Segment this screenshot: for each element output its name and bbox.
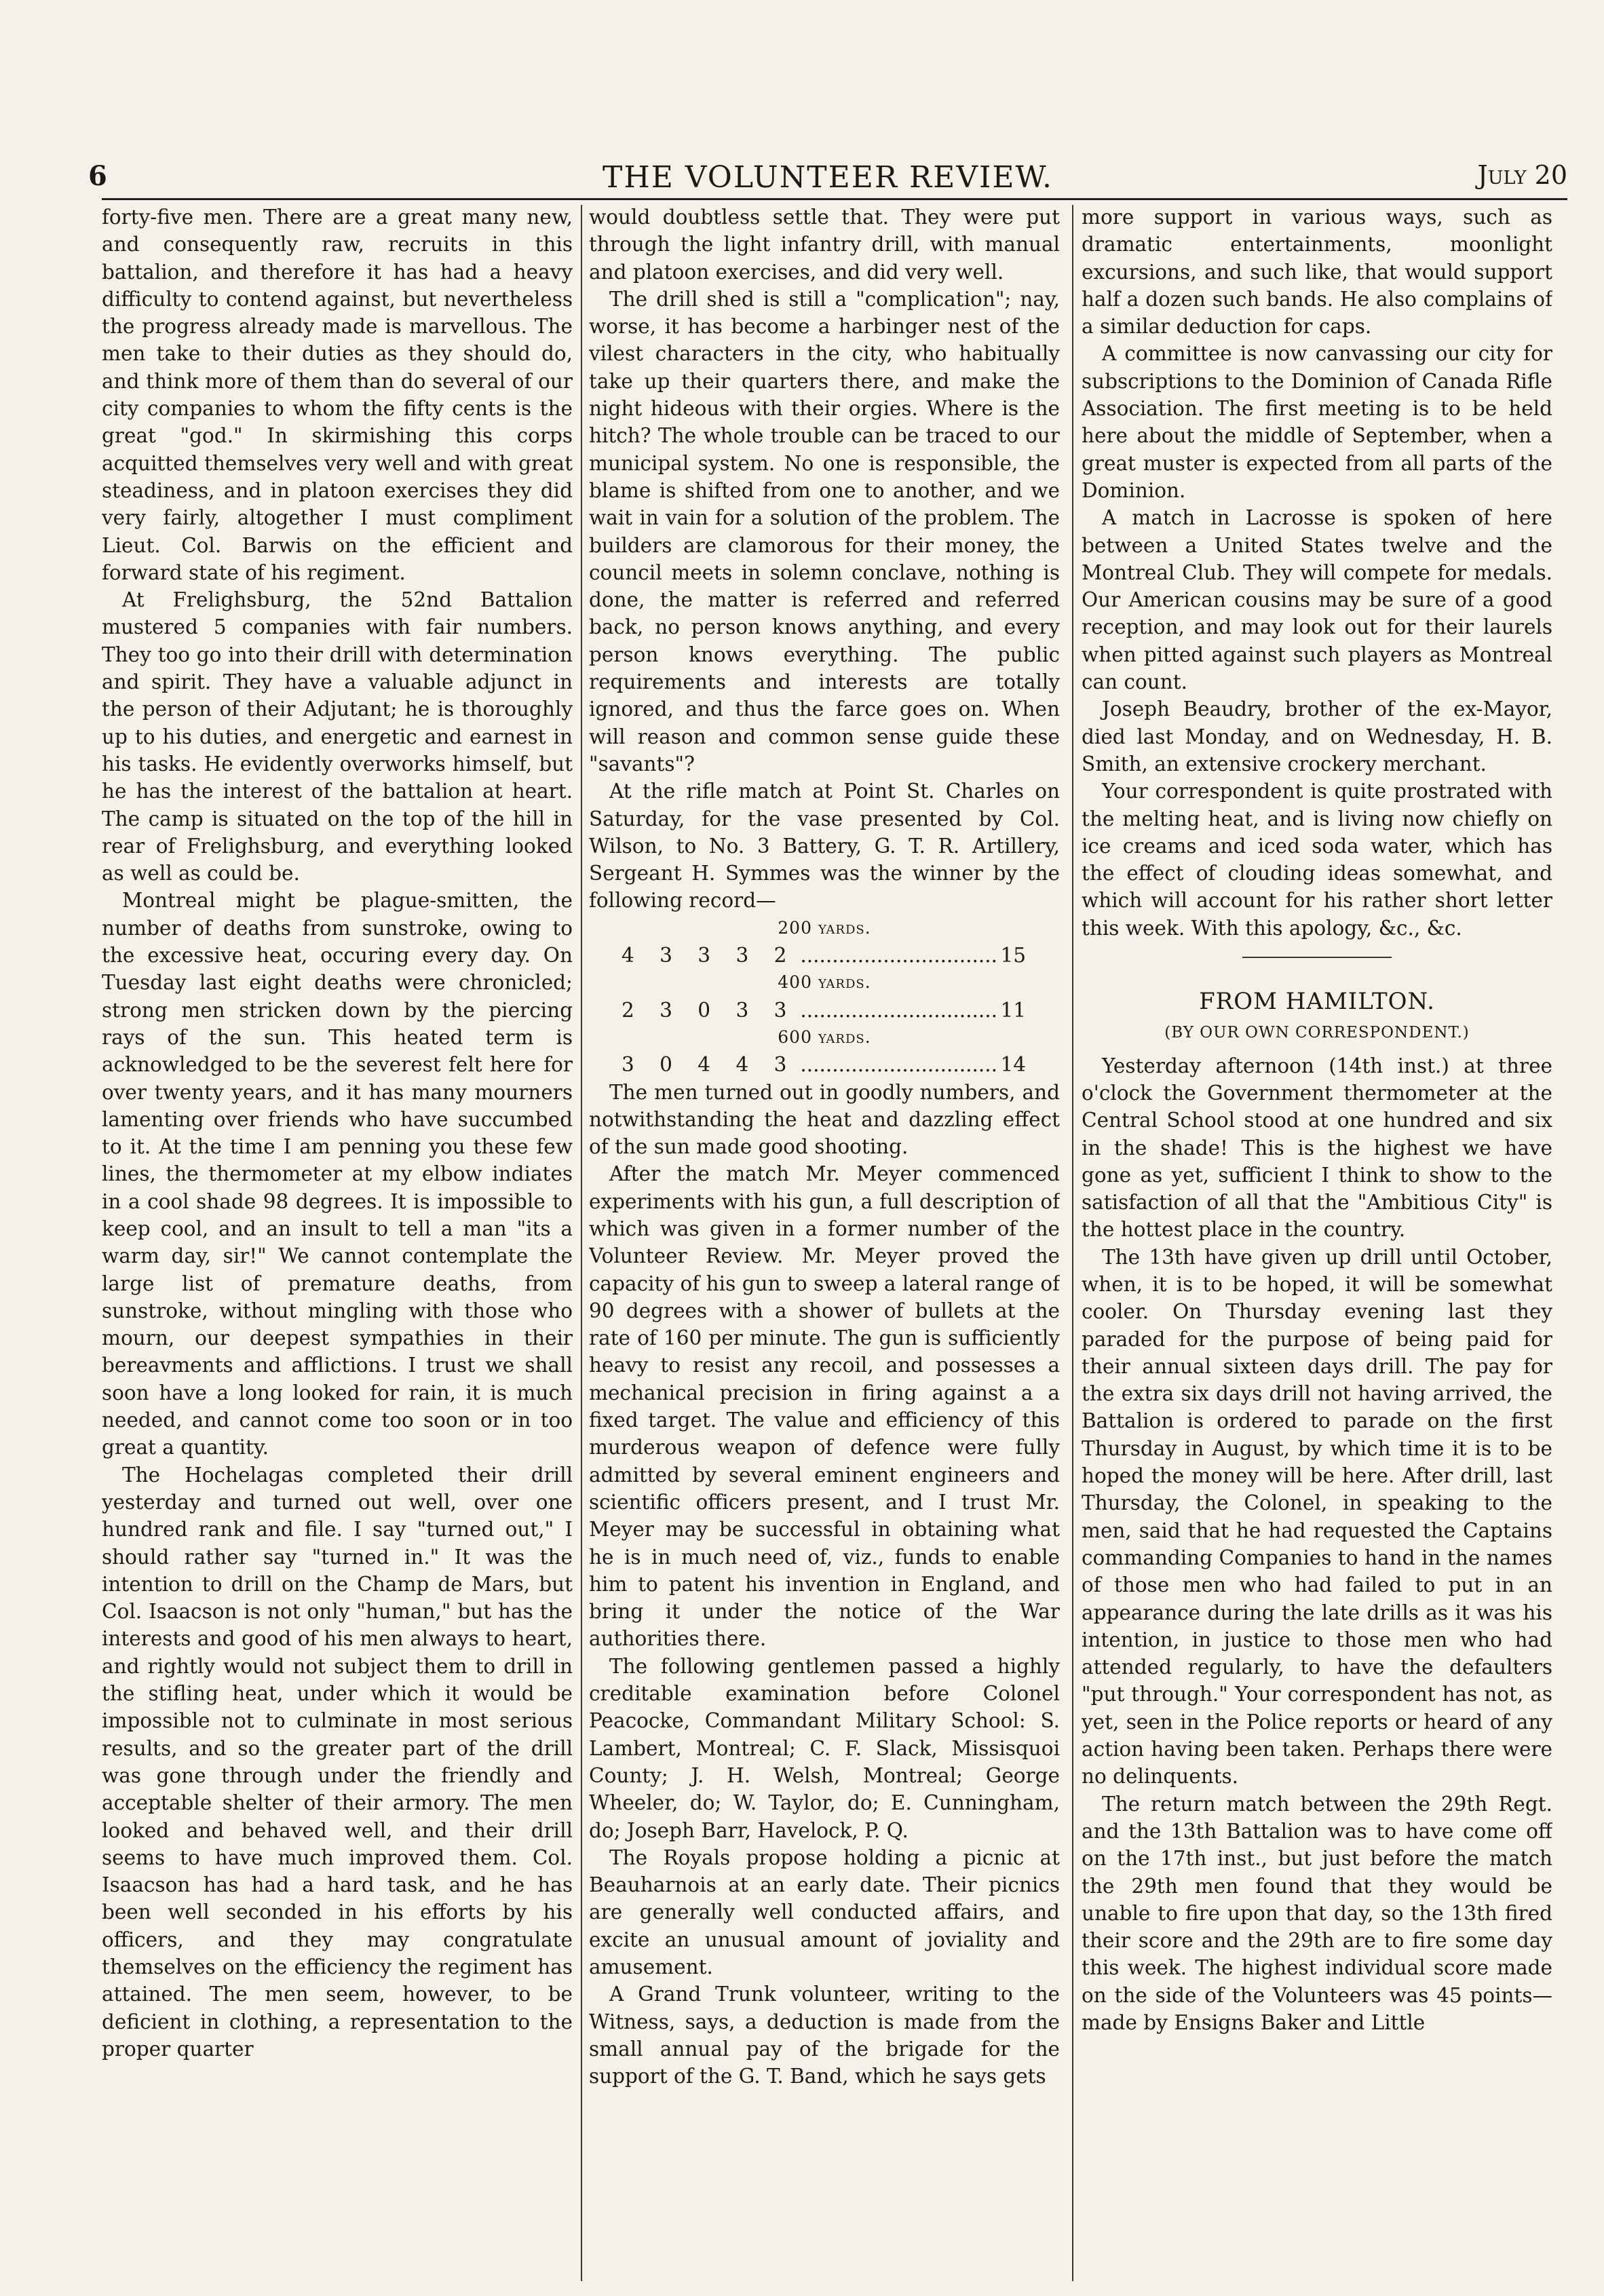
paragraph: Yesterday afternoon (14th inst.) at three o'clock the Government thermometer at the Central School stood at one hundred and six in the shade! This is the highest we have gone as yet, sufficient I think to show to the satisfaction of all that the "Ambitious City" is the hottest place in the country.	[1082, 1054, 1552, 1242]
paragraph: forty-five men. There are a great many new, and consequently raw, recruits in this battalion, and therefore it has had a heavy difficulty to contend against, but nevertheless the progress already made is marvellous. The men take to their duties as they should do, and think more of them than do several of our city companies to whom the fifty cents is the great "god." In skirmishing this corps acquitted themselves very well and with great steadiness, and in platoon exercises they did very fairly, altogether I must compliment Lieut. Col. Barwis on the efficient and forward state of his regiment.	[102, 206, 573, 584]
score-total: 11	[1000, 998, 1026, 1022]
paragraph: would doubtless settle that. They were put through the light infantry drill, with manual and platoon exercises, and did very well.	[589, 206, 1060, 284]
paragraph: A Grand Trunk volunteer, writing to the Witness, says, a deduction is made from the small annual pay of the brigade for the support of the G. T. Band, which he says gets	[589, 1983, 1060, 2088]
paragraph: Your correspondent is quite prostrated with the melting heat, and is living now chiefly on ice creams and iced soda water, which has the effect of clouding ideas somewhat, and which will account for his rather short letter this week. With this apology, &c., &c.	[1082, 780, 1552, 940]
score-range-label: 600 yards.	[778, 1027, 871, 1047]
score-range-label: 400 yards.	[778, 972, 871, 993]
paragraph: more support in various ways, such as dramatic entertainments, moonlight excursions, and such like, that would support half a dozen such bands. He also complains of a similar deduction for caps.	[1082, 206, 1552, 339]
paragraph: Joseph Beaudry, brother of the ex-Mayor, died last Monday, and on Wednesday, H. B. Smith, an extensive crockery merchant.	[1082, 697, 1552, 776]
column-1	[102, 204, 573, 2280]
section-divider	[1242, 957, 1392, 958]
paragraph: The drill shed is still a "complication"; nay, worse, it has become a harbinger nest of the vilest characters in the city, who habitually take up their quarters there, and make the night hideous with their orgies. Where is the hitch? The whole trouble can be traced to our municipal system. No one is responsible, the blame is shifted from one to another, and we wait in vain for a solution of the problem. The builders are clamorous for their money, the council meets in solemn conclave, nothing is done, the matter is referred and referred back, no person knows anything, and every person knows everything. The public requirements and interests are totally ignored, and thus the farce goes on. When will reason and common sense guide these "savants"?	[589, 287, 1060, 776]
score-record	[589, 915, 1060, 1079]
column-divider	[581, 205, 582, 2281]
paragraph: The 13th have given up drill until October, when, it is to be hoped, it will be somewhat cooler. On Thursday evening last they paraded for the purpose of being paid for their annual sixteen days drill. The pay for the extra six days drill not having arrived, the Battalion is ordered to parade on the first Thursday in August, by which time it is to be hoped the money will be here. After drill, last Thursday, the Colonel, in speaking to the men, said that he had requested the Captains commanding Companies to hand in the names of those men who had failed to put in an appearance during the late drills as it was his intention, in justice to those men who had attended regularly, to have the defaulters "put through." Your correspondent has not, as yet, seen in the Police reports or heard of any action having been taken. Perhaps there were no delinquents.	[1082, 1245, 1552, 1788]
column-3	[1082, 204, 1552, 2280]
score-total: 15	[1000, 944, 1026, 968]
paragraph: At the rifle match at Point St. Charles on Saturday, for the vase presented by Col. Wilson, to No. 3 Battery, G. T. R. Artillery, Sergeant H. Symmes was the winner by the following record—	[589, 780, 1060, 913]
masthead-title: THE VOLUNTEER REVIEW.	[602, 160, 1054, 195]
score-shots: 2 3 0 3 3	[622, 998, 797, 1022]
page-number: 6	[88, 160, 107, 192]
score-range-label: 200 yards.	[778, 917, 871, 938]
issue-date: July 20	[1477, 160, 1567, 190]
score-total: 14	[1000, 1053, 1026, 1077]
paragraph: Montreal might be plague-smitten, the number of deaths from sunstroke, owing to the excessive heat, occuring every day. On Tuesday last eight deaths were chronicled; strong men stricken down by the piercing rays of the sun. This heated term is acknowledged to be the severest felt here for over twenty years, and it has many mourners lamenting over friends who have succumbed to it. At the time I am penning you these few lines, the thermometer at my elbow indiates in a cool shade 98 degrees. It is impossible to keep cool, and an insult to tell a man "its a warm day, sir!" We cannot contemplate the large list of premature deaths, from sunstroke, without mingling with those who mourn, our deepest sympathies in their bereavments and afflictions. I trust we shall soon have a long looked for rain, it is much needed, and cannot come too soon or in too great a quantity.	[102, 889, 573, 1459]
paragraph: A committee is now canvassing our city for subscriptions to the Dominion of Canada Rifle Association. The first meeting is to be held here about the middle of September, when a great muster is expected from all parts of the Dominion.	[1082, 342, 1552, 502]
column-2	[589, 204, 1060, 2280]
paragraph: A match in Lacrosse is spoken of here between a United States twelve and the Montreal Club. They will compete for medals. Our American cousins may be sure of a good reception, and may look out for their laurels when pitted against such players as Montreal can count.	[1082, 506, 1552, 694]
paragraph: After the match Mr. Meyer commenced experiments with his gun, a full description of which was given in a former number of the Volunteer Review. Mr. Meyer proved the capacity of his gun to sweep a lateral range of 90 degrees with a shower of bullets at the rate of 160 per minute. The gun is sufficiently heavy to resist any recoil, and possesses a mechanical precision in firing against a a fixed target. The value and efficiency of this murderous weapon of defence were fully admitted by several eminent engineers and scientific officers present, and I trust Mr. Meyer may be successful in obtaining what he is in much need of, viz., funds to enable him to patent his invention in England, and bring it under the notice of the War authorities there.	[589, 1162, 1060, 1651]
score-shots: 4 3 3 3 2	[622, 944, 797, 968]
dot-leader	[800, 942, 996, 969]
dot-leader	[800, 997, 996, 1024]
paragraph: The following gentlemen passed a highly creditable examination before Colonel Peacocke, Commandant Military School: S. Lambert, Montreal; C. F. Slack, Missisquoi County; J. H. Welsh, Montreal; George Wheeler, do; W. Taylor, do; E. Cunningham, do; Joseph Barr, Havelock, P. Q.	[589, 1654, 1060, 1842]
paragraph: The Hochelagas completed their drill yesterday and turned out well, over one hundred rank and file. I say "turned out," I should rather say "turned in." It was the intention to drill on the Champ de Mars, but Col. Isaacson is not only "human," but has the interests and good of his men always to heart, and rightly would not subject them to drill in the stifling heat, under which it would be impossible not to culminate in most serious results, and so the greater part of the drill was gone through under the friendly and acceptable shelter of their armory. The men looked and behaved well, and their drill seems to have much improved them. Col. Isaacson has had a hard task, and he has been well seconded in his efforts by his officers, and they may congratulate themselves on the efficiency the regiment has attained. The men seem, however, to be deficient in clothing, a representation to the proper quarter	[102, 1463, 573, 2061]
header-rule	[102, 198, 1567, 200]
column-divider	[1072, 205, 1073, 2281]
score-row	[589, 1051, 1060, 1078]
dot-leader	[800, 1051, 996, 1078]
page-header	[88, 160, 1567, 201]
score-row	[589, 997, 1060, 1024]
section-title: FROM HAMILTON.	[1199, 988, 1435, 1016]
paragraph: The men turned out in goodly numbers, and notwithstanding the heat and dazzling effect of the sun made good shooting.	[589, 1080, 1060, 1159]
byline: (BY OUR OWN CORRESPONDENT.)	[1164, 1024, 1470, 1042]
paragraph: The return match between the 29th Regt. and the 13th Battalion was to have come off on the 17th inst., but just before the match the 29th men found that they would be unable to fire upon that day, so the 13th fired their score and the 29th are to fire some day this week. The highest individual score made on the side of the Volunteers was 45 points—made by Ensigns Baker and Little	[1082, 1792, 1552, 2034]
paragraph: At Frelighsburg, the 52nd Battalion mustered 5 companies with fair numbers. They too go into their drill with determination and spirit. They have a valuable adjunct in the person of their Adjutant; he is thoroughly up to his duties, and energetic and earnest in his tasks. He evidently overworks himself, but he has the interest of the battalion at heart. The camp is situated on the top of the hill in rear of Frelighsburg, and everything looked as well as could be.	[102, 588, 573, 885]
score-shots: 3 0 4 4 3	[622, 1053, 797, 1077]
paragraph: The Royals propose holding a picnic at Beauharnois at an early date. Their picnics are generally well conducted affairs, and excite an unusual amount of joviality and amusement.	[589, 1845, 1060, 1978]
score-row	[589, 942, 1060, 969]
